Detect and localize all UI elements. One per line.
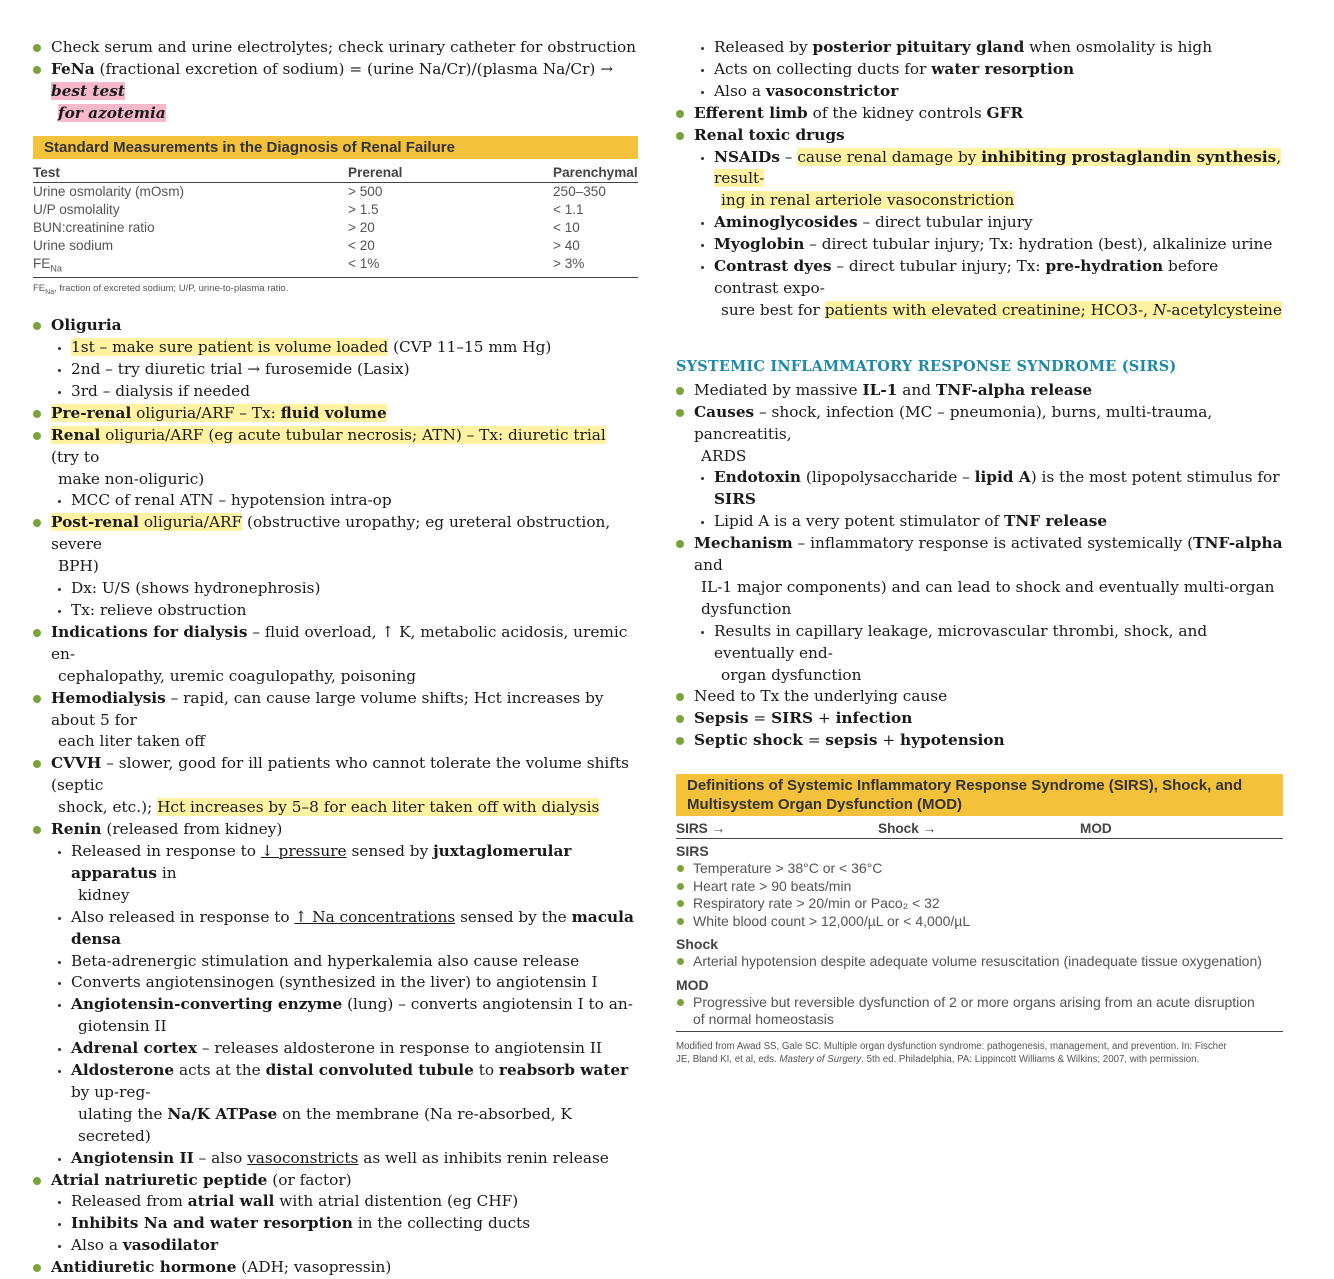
table-row: U/P osmolality > 1.5 < 1.1 (33, 201, 584, 217)
list-item: Sepsis = SIRS + infection (676, 708, 1286, 730)
right-column (676, 37, 1286, 1066)
table-row: BUN:creatinine ratio > 20 < 10 (33, 219, 580, 235)
sub-item: NSAIDs – cause renal damage by inhibiting prostaglandin synthesis, result- (676, 147, 1286, 191)
sub-item: Lipid A is a very potent stimulator of TNF release (676, 511, 1286, 533)
sub-item: 3rd – dialysis if needed (33, 381, 638, 403)
sub-item: Results in capillary leakage, microvascular thrombi, shock, and eventually end- (676, 621, 1286, 665)
list-item-cont: BPH) (58, 557, 99, 576)
list-item: Indications for dialysis – fluid overload, ↑ K, metabolic acidosis, uremic en- (33, 622, 638, 666)
list-item: Renal toxic drugs (676, 125, 1286, 147)
table-section-label: Shock (676, 936, 719, 953)
sub-item-cont: giotensin II (78, 1017, 167, 1036)
sub-item: Released in response to ↓ pressure sensed by juxtaglomerular apparatus in (33, 841, 638, 885)
list-item: Oliguria (33, 315, 638, 337)
renal-failure-table (33, 136, 638, 297)
table-title: Definitions of Systemic Inflammatory Response Syndrome (SIRS), Shock, and Multisystem Organ Dysfunction (MOD) (676, 774, 1283, 816)
list-item: Pre-renal oliguria/ARF – Tx: fluid volume (33, 403, 638, 425)
sirs-definitions-table (676, 774, 1283, 1066)
list-item: Renal oliguria/ARF (eg acute tubular necrosis; ATN) – Tx: diuretic trial (try to (33, 425, 638, 469)
table-row: $FE_{Na}$ < 1% > 3% (33, 255, 638, 279)
sub-item: Inhibits Na and water resorption in the collecting ducts (33, 1213, 638, 1235)
table-title: Standard Measurements in the Diagnosis of Renal Failure (33, 136, 638, 159)
list-item-cont: shock, etc.); Hct increases by 5–8 for each liter taken off with dialysis (58, 798, 600, 817)
sub-item: Also released in response to ↑ Na concentrations sensed by the macula densa (33, 907, 638, 951)
list-item: Renin (released from kidney) (33, 819, 638, 841)
sub-item-cont: sure best for patients with elevated creatinine; HCO3-, N-acetylcysteine (721, 300, 1282, 319)
table-list-item: Temperature > 38°C or < 36°C (676, 860, 1283, 878)
table-footnote: $FE_{Na}$, fraction of excreted sodium; U/P, urine-to-plasma ratio. (33, 283, 289, 297)
sub-item: Converts angiotensinogen (synthesized in the liver) to angiotensin I (33, 972, 638, 994)
list-item: Efferent limb of the kidney controls GFR (676, 103, 1286, 125)
sub-item: Adrenal cortex – releases aldosterone in response to angiotensin II (33, 1038, 638, 1060)
list-item-cont: cephalopathy, uremic coagulopathy, poisoning (58, 666, 417, 685)
list-item-cont: dysfunction (701, 599, 792, 618)
table-row: Urine sodium < 20 > 40 (33, 237, 580, 253)
list-item: Causes – shock, infection (MC – pneumonia), burns, multi-trauma, pancreatitis, (676, 402, 1286, 446)
sub-item: MCC of renal ATN – hypotension intra-op (33, 490, 638, 512)
table-header: SIRS → Shock → MOD (676, 820, 1283, 839)
table-row: Urine osmolarity (mOsm) > 500 250–350 (33, 183, 606, 199)
table-section-label: MOD (676, 976, 709, 993)
sub-item-cont: kidney (78, 885, 130, 904)
table-list-item: Heart rate > 90 beats/min (676, 878, 1283, 896)
sub-item: Angiotensin II – also vasoconstricts as well as inhibits renin release (33, 1148, 638, 1170)
list-item: Need to Tx the underlying cause (676, 686, 1286, 708)
table-list-item: Arterial hypotension despite adequate volume resuscitation (inadequate tissue oxygenation) (676, 953, 1283, 971)
table-footnote: Modified from Awad SS, Gale SC. Multiple organ dysfunction syndrome: pathogenesis, management, and prevention. In: Fischer JE, Bland KI, et al, eds. Mastery of Surgery. 5th ed. Philadelphia, PA: Lippincott Williams & Wilkins; 2007, with permission. (676, 1040, 1227, 1065)
list-item: Mechanism – inflammatory response is activated systemically (TNF-alpha and (676, 533, 1286, 577)
list-item-cont: for azotemia (58, 103, 166, 122)
sub-item: 1st – make sure patient is volume loaded (CVP 11–15 mm Hg) (33, 337, 638, 359)
list-item: Atrial natriuretic peptide (or factor) (33, 1170, 638, 1192)
sub-item: Acts on collecting ducts for water resorption (676, 59, 1286, 81)
sub-item: Released by posterior pituitary gland when osmolality is high (676, 37, 1286, 59)
sub-item: Also a vasoconstrictor (676, 81, 1286, 103)
table-header: Test Prerenal Parenchymal (33, 164, 638, 183)
list-item: FeNa (fractional excretion of sodium) = (urine Na/Cr)/(plasma Na/Cr) → best test (33, 59, 638, 103)
sub-item: 2nd – try diuretic trial → furosemide (Lasix) (33, 359, 638, 381)
list-item-cont: each liter taken off (58, 732, 205, 751)
table-list-item: White blood count > 12,000/µL or < 4,000/µL (676, 913, 1283, 931)
sub-item: Contrast dyes – direct tubular injury; Tx: pre-hydration before contrast expo- (676, 256, 1286, 300)
sub-item: Beta-adrenergic stimulation and hyperkalemia also cause release (33, 951, 638, 973)
list-item: CVVH – slower, good for ill patients who cannot tolerate the volume shifts (septic (33, 753, 638, 797)
sub-item: Aldosterone acts at the distal convoluted tubule to reabsorb water by up-reg- (33, 1060, 638, 1104)
sub-item: Angiotensin-converting enzyme (lung) – converts angiotensin I to an- (33, 994, 638, 1016)
sub-item: Myoglobin – direct tubular injury; Tx: hydration (best), alkalinize urine (676, 234, 1286, 256)
sub-item: Dx: U/S (shows hydronephrosis) (33, 578, 638, 600)
sub-item: Also a vasodilator (33, 1235, 638, 1257)
sub-item: Aminoglycosides – direct tubular injury (676, 212, 1286, 234)
sub-item: Endotoxin (lipopolysaccharide – lipid A) is the most potent stimulus for SIRS (676, 467, 1286, 511)
sub-item: Tx: relieve obstruction (33, 600, 638, 622)
section-heading: SYSTEMIC INFLAMMATORY RESPONSE SYNDROME (SIRS) (676, 357, 1177, 375)
list-item: Mediated by massive IL-1 and TNF-alpha release (676, 380, 1286, 402)
sub-item-cont: ing in renal arteriole vasoconstriction (721, 191, 1015, 210)
list-item-cont: IL-1 major components) and can lead to shock and eventually multi-organ (701, 577, 1275, 596)
list-item: Check serum and urine electrolytes; check urinary catheter for obstruction (33, 37, 638, 59)
sub-item-cont: organ dysfunction (721, 665, 862, 684)
table-list-item: Respiratory rate > 20/min or Paco₂ < 32 (676, 895, 1283, 913)
table-list-item: Progressive but reversible dysfunction of 2 or more organs arising from an acute disruption (676, 994, 1283, 1012)
table-list-item-cont: of normal homeostasis (676, 1011, 1283, 1032)
list-item: Hemodialysis – rapid, can cause large volume shifts; Hct increases by about 5 for (33, 688, 638, 732)
list-item-cont: make non-oliguric) (58, 469, 205, 488)
sub-item: Released from atrial wall with atrial distention (eg CHF) (33, 1191, 638, 1213)
list-item: Antidiuretic hormone (ADH; vasopressin) (33, 1257, 638, 1279)
list-item: Septic shock = sepsis + hypotension (676, 730, 1286, 752)
list-item-cont: ARDS (701, 446, 747, 465)
sub-item-cont: ulating the Na/K ATPase on the membrane (Na re-absorbed, K secreted) (78, 1104, 572, 1145)
list-item: Post-renal oliguria/ARF (obstructive uropathy; eg ureteral obstruction, severe (33, 512, 638, 556)
table-section-label: SIRS (676, 843, 709, 860)
left-column (33, 37, 638, 1279)
